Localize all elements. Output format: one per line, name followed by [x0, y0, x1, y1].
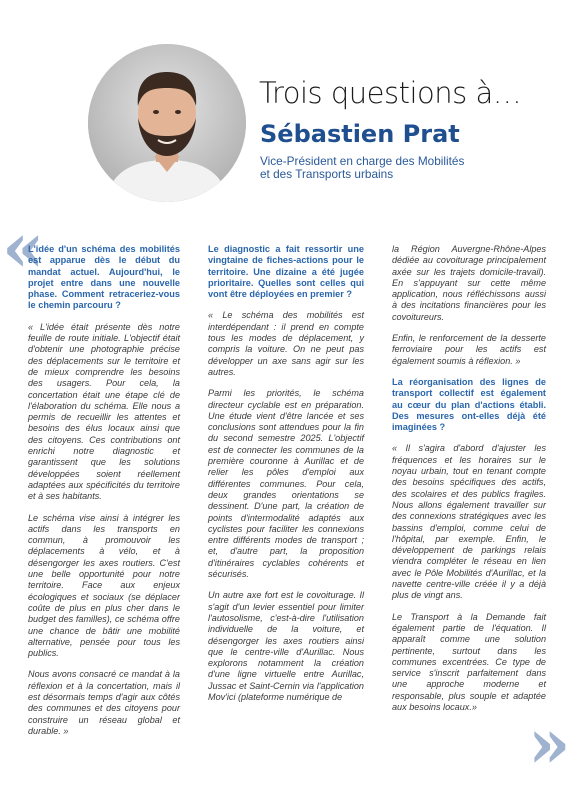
column-1	[28, 244, 180, 747]
person-name: Sébastien Prat	[260, 120, 460, 148]
portrait-illustration	[88, 44, 246, 202]
answer-2-paragraph-1: « Le schéma des mobilités est interdépendant : il prend en compte tous les modes de déplacement, y compris la voiture. On ne peut pas développer un axe sans agir sur les autres.	[208, 310, 364, 377]
answer-2-paragraph-5: Enfin, le renforcement de la desserte ferroviaire pour les actifs est également soumis à réflexion. »	[392, 333, 546, 366]
question-3: La réorganisation des lignes de transport collectif est également au cœur du plan d'actions établi. Des mesures ont-elles déjà été imaginées ?	[392, 376, 546, 433]
answer-2-paragraph-2: Parmi les priorités, le schéma directeur cyclable est en préparation. Une étude vient d'être lancée et ses conclusions sont attendues pour la fin du second semestre 2025. L'objectif est de connecter les communes de la première couronne à Aurillac et de relier les pôles d'emploi aux différentes communes. Pour cela, deux grandes orientations se dessinent. D'une part, la création de points d'intermodalité adaptés aux cyclistes pour faciliter les connexions entre différents modes de transport ; et, d'autre part, la proposition d'itinéraires cyclables cohérents et sécurisés.	[208, 388, 364, 580]
question-2: Le diagnostic a fait ressortir une vingtaine de fiches-actions pour le territoire. Une dizaine a été jugée prioritaire. Quelles sont celles qui vont être déployées en premier ?	[208, 244, 364, 300]
open-quote-icon: «	[2, 208, 45, 288]
answer-1-paragraph-3: Nous avons consacré ce mandat à la réflexion et à la concertation, mais il est désormais temps d'agir aux côtés des communes et des citoyens pour construire un réseau global et durable. »	[28, 669, 180, 736]
role-line-2: et des Transports urbains	[260, 167, 394, 181]
answer-1-paragraph-1: « L'idée était présente dès notre feuille de route initiale. L'objectif était d'obtenir une photographie précise des déplacements sur le territoire et de mieux comprendre les besoins des usagers. Pour cela, la concertation était une étape clé de l'élaboration du schéma. Elle nous a permis de recueillir les attentes et besoins des élus locaux ainsi que des citoyens. Ces contributions ont enrichi notre diagnostic et garantissent que les solutions développées soient réellement adaptées aux spécificités du territoire et à ses habitants.	[28, 321, 180, 502]
answer-2-paragraph-3: Un autre axe fort est le covoiturage. Il s'agit d'un levier essentiel pour limiter l'autosolisme, c'est-à-dire l'utilisation individuelle de la voiture, et désengorger les axes routiers ainsi que le centre-ville d'Aurillac. Nous explorons notamment la création d'une ligne virtuelle entre Aurillac, Jussac et Saint-Cernin via l'application Mov'ici (plateforme numérique de	[208, 590, 364, 702]
question-1: L'idée d'un schéma des mobilités est apparue dès le début du mandat actuel. Aujourd'hui, le projet entre dans une nouvelle phase. Comment retraceriez-vous le chemin parcouru ?	[28, 244, 180, 311]
answer-2-paragraph-4: la Région Auvergne-Rhône-Alpes dédiée au covoiturage principalement axée sur les trajets domicile-travail). En s'appuyant sur cette même application, nous réfléchissons aussi à des incitations financières pour les covoitureurs.	[392, 244, 546, 322]
headline: Trois questions à…	[259, 76, 522, 110]
column-3	[392, 244, 546, 723]
person-role	[260, 155, 560, 181]
answer-1-paragraph-2: Le schéma vise ainsi à intégrer les actifs dans les transports en commun, à promouvoir les déplacements à vélo, et à désengorger les axes routiers. C'est une belle opportunité pour notre territoire. Face aux enjeux écologiques et sociaux (se déplacer coûte de plus en plus cher dans le budget des familles), ce schéma offre une chance de bâtir une mobilité alternative, pensée pour tous les publics.	[28, 512, 180, 659]
answer-3-paragraph-1: « Il s'agira d'abord d'ajuster les fréquences et les horaires sur le noyau urbain, tout en tenant compte des besoins spécifiques des actifs, des scolaires et des publics fragiles. Nous allons également travailler sur des connexions stratégiques avec les bassins d'emploi, comme celui de l'hôpital, par exemple. Enfin, le développement de parkings relais viendra compléter le réseau en lien avec le Pôle Mobilités d'Aurillac, et la navette centre-ville créée il y a déjà plus de vingt ans.	[392, 443, 546, 601]
role-line-1: Vice-Président en charge des Mobilités	[260, 154, 465, 168]
close-quote-icon: »	[528, 704, 571, 784]
column-2	[208, 244, 364, 713]
answer-3-paragraph-2: Le Transport à la Demande fait également partie de l'équation. Il apparaît comme une solution pertinente, surtout dans les communes excentrées. Ce type de service s'inscrit parfaitement dans une approche moderne et responsable, plus souple et adaptée aux besoins locaux.»	[392, 611, 546, 712]
portrait-photo	[88, 44, 246, 202]
